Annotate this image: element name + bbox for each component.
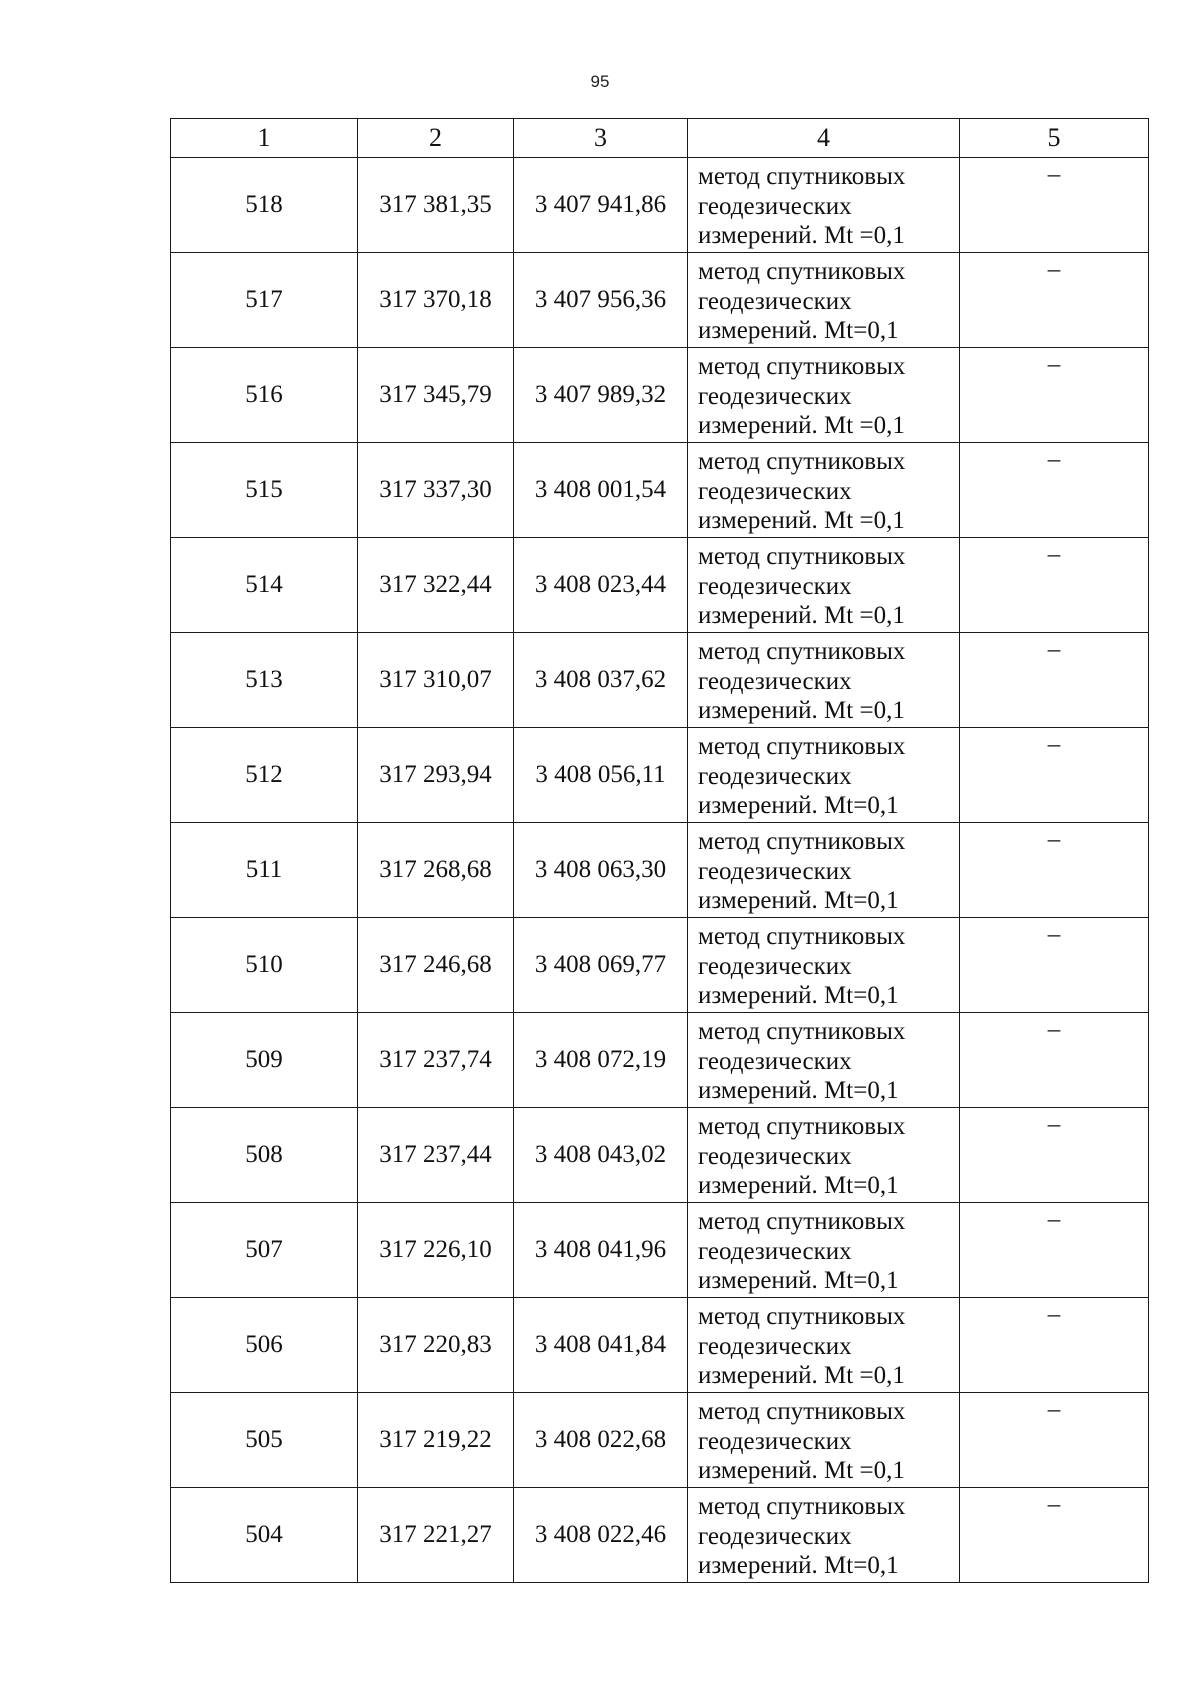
method-cell <box>688 728 960 823</box>
point-number-cell: 514 <box>171 538 358 633</box>
method-line: геодезических <box>698 1237 852 1265</box>
method-cell <box>688 443 960 538</box>
method-line: метод спутниковых <box>698 1018 906 1045</box>
x-coordinate-cell: 317 268,68 <box>358 823 514 918</box>
method-cell <box>688 158 960 253</box>
method-cell <box>688 1203 960 1298</box>
method-cell <box>688 1298 960 1393</box>
table-row <box>171 1108 1149 1203</box>
method-line: измерений. Mt=0,1 <box>698 1172 899 1199</box>
method-cell <box>688 823 960 918</box>
method-line: геодезических <box>698 952 852 980</box>
x-coordinate-cell: 317 293,94 <box>358 728 514 823</box>
method-line: метод спутниковых <box>698 1398 906 1425</box>
method-cell <box>688 253 960 348</box>
method-line: геодезических <box>698 1332 852 1360</box>
method-cell <box>688 1108 960 1203</box>
method-line: геодезических <box>698 857 852 885</box>
note-cell: – <box>960 348 1149 443</box>
note-cell: – <box>960 158 1149 253</box>
method-line: измерений. Mt=0,1 <box>698 792 899 819</box>
y-coordinate-cell: 3 408 023,44 <box>514 538 688 633</box>
method-line: метод спутниковых <box>698 543 906 570</box>
table-row <box>171 823 1149 918</box>
note-cell: – <box>960 253 1149 348</box>
method-cell <box>688 633 960 728</box>
point-number-cell: 508 <box>171 1108 358 1203</box>
method-line: метод спутниковых <box>698 828 906 855</box>
method-line: геодезических <box>698 287 852 315</box>
table-row <box>171 633 1149 728</box>
x-coordinate-cell: 317 237,74 <box>358 1013 514 1108</box>
coordinates-table <box>170 118 1149 1583</box>
header-cell: 1 <box>171 119 358 158</box>
method-cell <box>688 348 960 443</box>
y-coordinate-cell: 3 408 001,54 <box>514 443 688 538</box>
table-row <box>171 538 1149 633</box>
header-cell: 4 <box>688 119 960 158</box>
x-coordinate-cell: 317 337,30 <box>358 443 514 538</box>
method-line: измерений. Mt =0,1 <box>698 697 905 724</box>
note-cell: – <box>960 1298 1149 1393</box>
table-body <box>171 119 1149 1583</box>
method-cell <box>688 1488 960 1583</box>
method-line: метод спутниковых <box>698 1493 906 1520</box>
method-line: измерений. Mt =0,1 <box>698 507 905 534</box>
method-line: метод спутниковых <box>698 638 906 665</box>
point-number-cell: 513 <box>171 633 358 728</box>
x-coordinate-cell: 317 345,79 <box>358 348 514 443</box>
header-cell: 3 <box>514 119 688 158</box>
point-number-cell: 515 <box>171 443 358 538</box>
method-line: геодезических <box>698 382 852 410</box>
table-row <box>171 348 1149 443</box>
method-line: метод спутниковых <box>698 448 906 475</box>
method-line: измерений. Mt =0,1 <box>698 1362 905 1389</box>
method-line: метод спутниковых <box>698 1303 906 1330</box>
note-cell: – <box>960 443 1149 538</box>
point-number-cell: 505 <box>171 1393 358 1488</box>
table-row <box>171 1298 1149 1393</box>
method-cell <box>688 1013 960 1108</box>
y-coordinate-cell: 3 408 043,02 <box>514 1108 688 1203</box>
note-cell: – <box>960 728 1149 823</box>
y-coordinate-cell: 3 408 037,62 <box>514 633 688 728</box>
note-cell: – <box>960 1203 1149 1298</box>
header-cell: 5 <box>960 119 1149 158</box>
x-coordinate-cell: 317 246,68 <box>358 918 514 1013</box>
note-cell: – <box>960 1488 1149 1583</box>
x-coordinate-cell: 317 310,07 <box>358 633 514 728</box>
method-line: геодезических <box>698 1142 852 1170</box>
point-number-cell: 510 <box>171 918 358 1013</box>
x-coordinate-cell: 317 381,35 <box>358 158 514 253</box>
method-line: метод спутниковых <box>698 163 906 190</box>
method-line: измерений. Mt=0,1 <box>698 1552 899 1579</box>
note-cell: – <box>960 538 1149 633</box>
method-line: геодезических <box>698 667 852 695</box>
table-row <box>171 443 1149 538</box>
y-coordinate-cell: 3 408 041,96 <box>514 1203 688 1298</box>
note-cell: – <box>960 1393 1149 1488</box>
method-line: геодезических <box>698 1522 852 1550</box>
method-line: метод спутниковых <box>698 733 906 760</box>
x-coordinate-cell: 317 220,83 <box>358 1298 514 1393</box>
method-line: измерений. Mt =0,1 <box>698 602 905 629</box>
method-line: измерений. Mt=0,1 <box>698 1267 899 1294</box>
table-row <box>171 918 1149 1013</box>
method-line: измерений. Mt =0,1 <box>698 1457 905 1484</box>
method-line: метод спутниковых <box>698 1113 906 1140</box>
x-coordinate-cell: 317 370,18 <box>358 253 514 348</box>
point-number-cell: 512 <box>171 728 358 823</box>
x-coordinate-cell: 317 322,44 <box>358 538 514 633</box>
method-line: геодезических <box>698 477 852 505</box>
method-cell <box>688 538 960 633</box>
note-cell: – <box>960 1108 1149 1203</box>
method-line: метод спутниковых <box>698 1208 906 1235</box>
table-row <box>171 1393 1149 1488</box>
y-coordinate-cell: 3 408 069,77 <box>514 918 688 1013</box>
point-number-cell: 518 <box>171 158 358 253</box>
note-cell: – <box>960 918 1149 1013</box>
method-line: измерений. Mt=0,1 <box>698 1077 899 1104</box>
note-cell: – <box>960 1013 1149 1108</box>
method-line: геодезических <box>698 192 852 220</box>
method-line: измерений. Mt =0,1 <box>698 222 905 249</box>
point-number-cell: 516 <box>171 348 358 443</box>
y-coordinate-cell: 3 408 072,19 <box>514 1013 688 1108</box>
method-line: измерений. Mt =0,1 <box>698 412 905 439</box>
table-row <box>171 158 1149 253</box>
method-cell <box>688 1393 960 1488</box>
table-row <box>171 728 1149 823</box>
y-coordinate-cell: 3 408 056,11 <box>514 728 688 823</box>
method-line: геодезических <box>698 572 852 600</box>
method-line: геодезических <box>698 762 852 790</box>
y-coordinate-cell: 3 407 956,36 <box>514 253 688 348</box>
point-number-cell: 506 <box>171 1298 358 1393</box>
table-row <box>171 253 1149 348</box>
note-cell: – <box>960 633 1149 728</box>
x-coordinate-cell: 317 226,10 <box>358 1203 514 1298</box>
y-coordinate-cell: 3 408 063,30 <box>514 823 688 918</box>
table-row <box>171 1203 1149 1298</box>
y-coordinate-cell: 3 407 941,86 <box>514 158 688 253</box>
y-coordinate-cell: 3 408 041,84 <box>514 1298 688 1393</box>
y-coordinate-cell: 3 407 989,32 <box>514 348 688 443</box>
method-line: измерений. Mt=0,1 <box>698 887 899 914</box>
method-line: измерений. Mt=0,1 <box>698 982 899 1009</box>
page-number: 95 <box>590 72 610 91</box>
method-line: метод спутниковых <box>698 353 906 380</box>
y-coordinate-cell: 3 408 022,68 <box>514 1393 688 1488</box>
x-coordinate-cell: 317 221,27 <box>358 1488 514 1583</box>
method-line: метод спутниковых <box>698 923 906 950</box>
point-number-cell: 507 <box>171 1203 358 1298</box>
table-header-row <box>171 119 1149 158</box>
note-cell: – <box>960 823 1149 918</box>
table-row <box>171 1013 1149 1108</box>
point-number-cell: 511 <box>171 823 358 918</box>
x-coordinate-cell: 317 237,44 <box>358 1108 514 1203</box>
header-cell: 2 <box>358 119 514 158</box>
method-line: геодезических <box>698 1427 852 1455</box>
method-line: геодезических <box>698 1047 852 1075</box>
method-cell <box>688 918 960 1013</box>
method-line: метод спутниковых <box>698 258 906 285</box>
table-row <box>171 1488 1149 1583</box>
point-number-cell: 517 <box>171 253 358 348</box>
point-number-cell: 504 <box>171 1488 358 1583</box>
point-number-cell: 509 <box>171 1013 358 1108</box>
y-coordinate-cell: 3 408 022,46 <box>514 1488 688 1583</box>
x-coordinate-cell: 317 219,22 <box>358 1393 514 1488</box>
method-line: измерений. Mt=0,1 <box>698 317 899 344</box>
